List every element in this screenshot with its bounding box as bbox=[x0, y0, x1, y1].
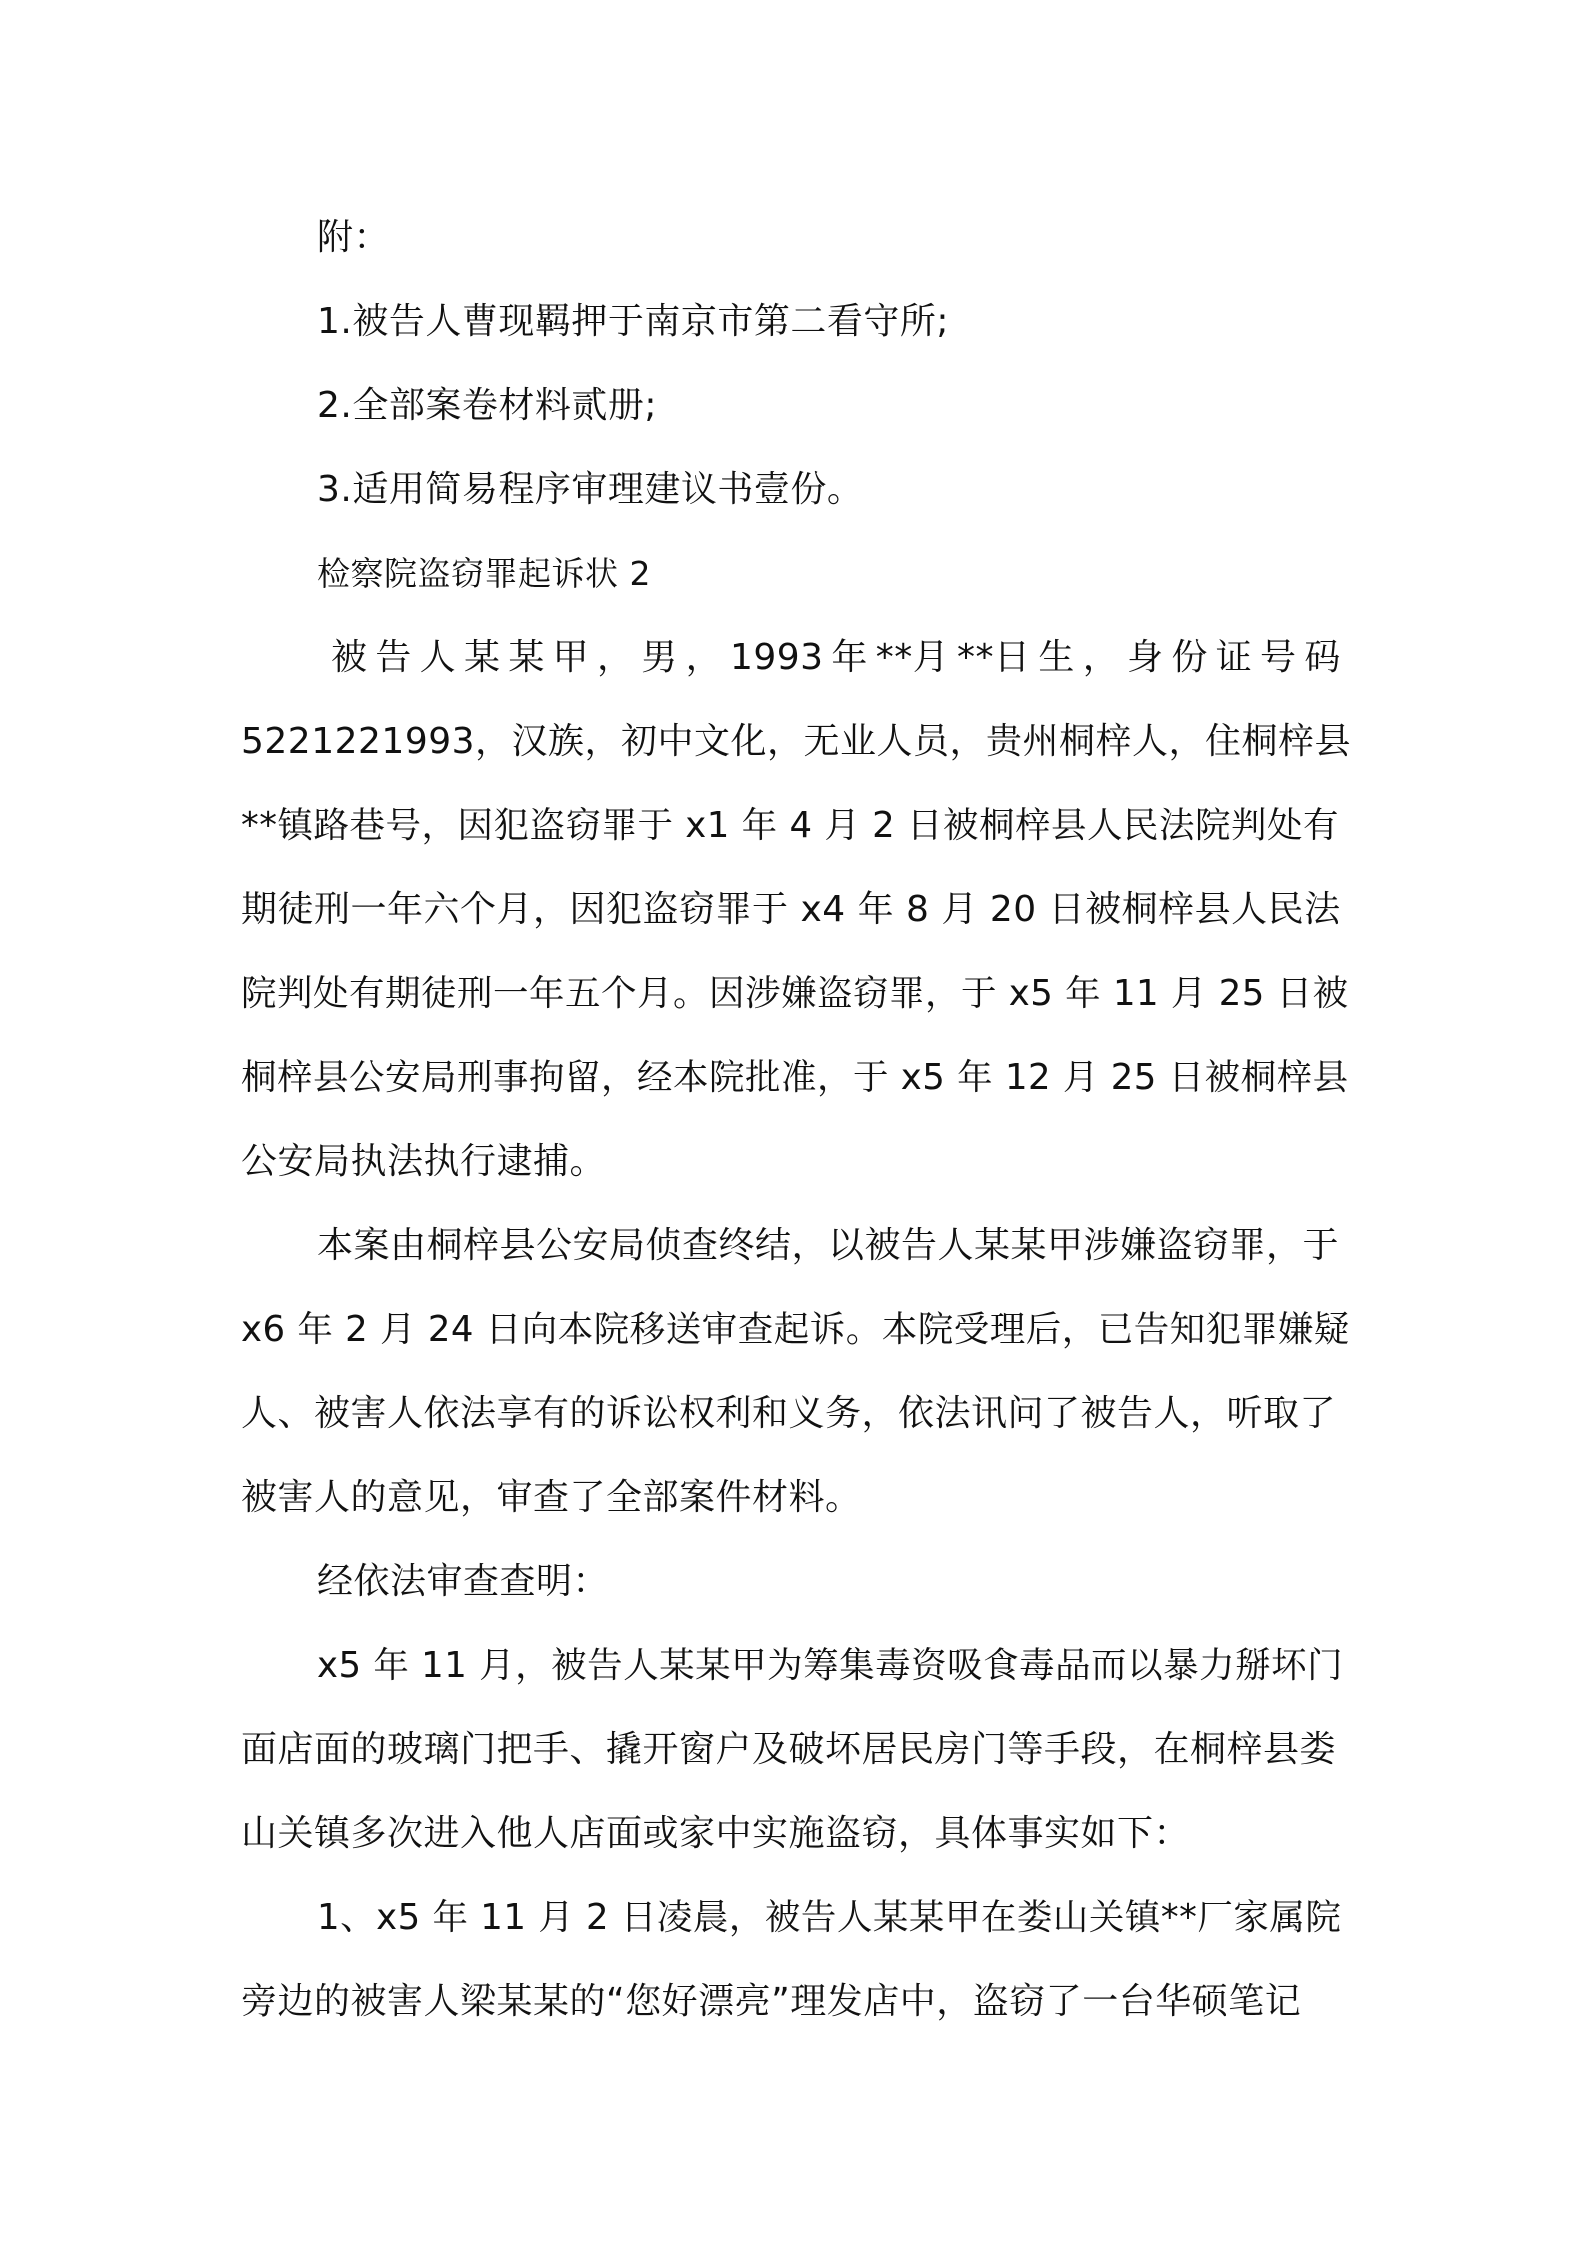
document-title: 检察院盗窃罪起诉状 2 bbox=[317, 554, 651, 593]
attachment-item: 2.全部案卷材料贰册; bbox=[317, 385, 657, 426]
justified-char: 人 bbox=[419, 637, 457, 678]
paragraph-line: 被害人的意见，审查了全部案件材料。 bbox=[241, 1477, 862, 1518]
paragraph-line: 面店面的玻璃门把手、撬开窗户及破坏居民房门等手段，在桐梓县娄 bbox=[241, 1729, 1337, 1770]
justified-char: 甲 bbox=[552, 637, 590, 678]
attachments-heading: 附： bbox=[317, 217, 391, 258]
justified-char: ， bbox=[685, 637, 723, 678]
paragraph-line: 人、被害人依法享有的诉讼权利和义务，依法讯问了被告人，听取了 bbox=[241, 1393, 1337, 1434]
justified-char: 证 bbox=[1215, 637, 1253, 678]
paragraph-line: 公安局执法执行逮捕。 bbox=[241, 1141, 607, 1182]
defendant-first-line bbox=[241, 616, 1351, 700]
paragraph-line: 5221221993，汉族，初中文化，无业人员，贵州桐梓人，住桐梓县 bbox=[241, 721, 1352, 762]
findings-heading: 经依法审查查明： bbox=[317, 1561, 610, 1602]
paragraph-line: **镇路巷号，因犯盗窃罪于 x1 年 4 月 2 日被桐梓县人民法院判处有 bbox=[241, 805, 1339, 846]
justified-char: **日 bbox=[957, 637, 1031, 678]
paragraph-line: 1、x5 年 11 月 2 日凌晨，被告人某某甲在娄山关镇**厂家属院 bbox=[317, 1897, 1342, 1938]
document-body bbox=[241, 196, 1351, 2044]
attachment-item: 3.适用简易程序审理建议书壹份。 bbox=[317, 469, 864, 510]
justified-char: **月 bbox=[875, 637, 950, 678]
justified-char: 1993 bbox=[729, 637, 824, 678]
paragraph-line: 院判处有期徒刑一年五个月。因涉嫌盗窃罪，于 x5 年 11 月 25 日被 bbox=[241, 973, 1349, 1014]
justified-char: 男 bbox=[641, 637, 678, 678]
justified-char: 某 bbox=[508, 637, 545, 678]
attachment-item: 1.被告人曹现羁押于南京市第二看守所; bbox=[317, 301, 949, 342]
justified-char: 生 bbox=[1038, 637, 1075, 678]
justified-char: 份 bbox=[1171, 637, 1208, 678]
paragraph-line: 期徒刑一年六个月，因犯盗窃罪于 x4 年 8 月 20 日被桐梓县人民法 bbox=[241, 889, 1341, 930]
justified-char: 某 bbox=[463, 637, 501, 678]
justified-char: 身 bbox=[1127, 637, 1164, 678]
justified-char: ， bbox=[1082, 637, 1120, 678]
justified-char: 号 bbox=[1260, 637, 1297, 678]
paragraph-line: 本案由桐梓县公安局侦查终结，以被告人某某甲涉嫌盗窃罪，于 bbox=[317, 1225, 1340, 1266]
justified-char: 被 bbox=[331, 637, 368, 678]
justified-char: ， bbox=[596, 637, 634, 678]
justified-char: 告 bbox=[375, 637, 412, 678]
paragraph-line: x6 年 2 月 24 日向本院移送审查起诉。本院受理后，已告知犯罪嫌疑 bbox=[241, 1309, 1350, 1350]
justified-char: 年 bbox=[831, 637, 868, 678]
paragraph-line: 桐梓县公安局刑事拘留，经本院批准，于 x5 年 12 月 25 日被桐梓县 bbox=[241, 1057, 1349, 1098]
paragraph-line: 山关镇多次进入他人店面或家中实施盗窃，具体事实如下： bbox=[241, 1813, 1191, 1854]
paragraph-line: 旁边的被害人梁某某的“您好漂亮”理发店中，盗窃了一台华硕笔记 bbox=[241, 1981, 1302, 2022]
paragraph-line: x5 年 11 月，被告人某某甲为筹集毒资吸食毒品而以暴力掰坏门 bbox=[317, 1645, 1344, 1686]
justified-char: 码 bbox=[1304, 637, 1341, 678]
